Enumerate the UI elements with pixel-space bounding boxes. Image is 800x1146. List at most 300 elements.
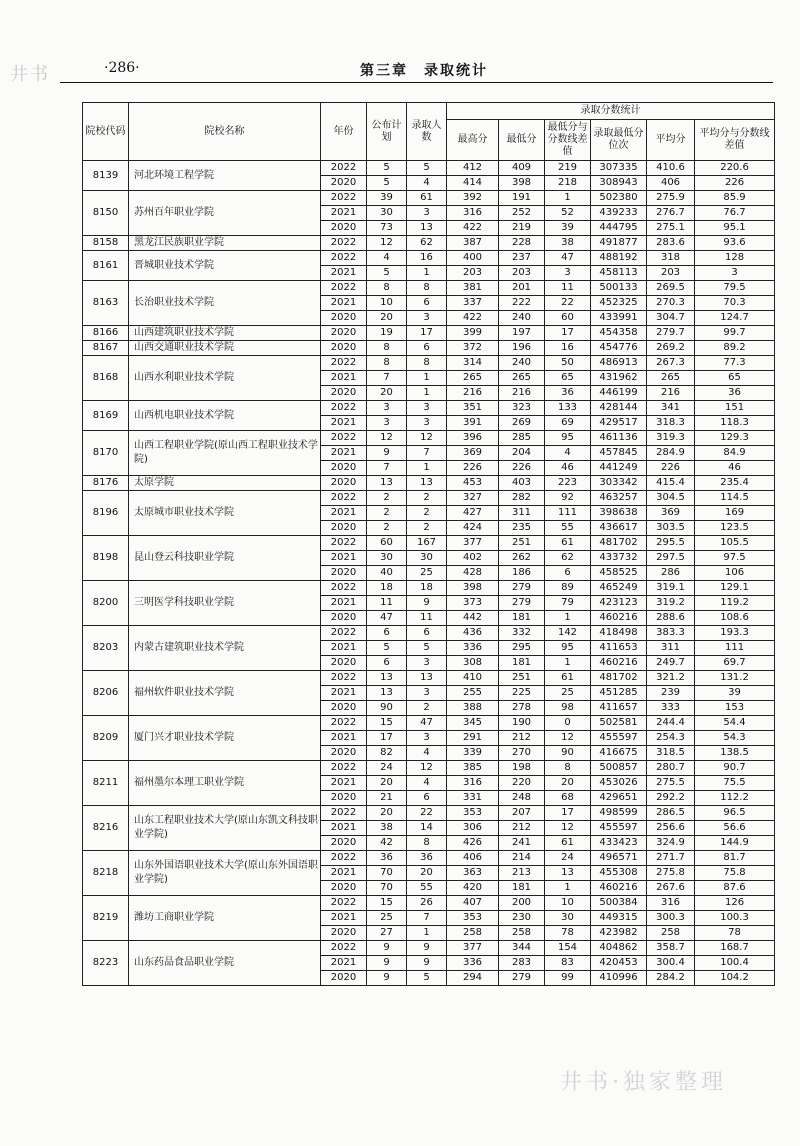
- cell-min-diff: 0: [545, 716, 591, 731]
- cell-avg-score: 275.8: [647, 866, 695, 881]
- cell-avg-score: 292.2: [647, 791, 695, 806]
- cell-avg-score: 341: [647, 401, 695, 416]
- cell-max-score: 407: [447, 896, 499, 911]
- cell-max-score: 422: [447, 221, 499, 236]
- cell-min-score: 251: [499, 671, 545, 686]
- cell-avg-score: 276.7: [647, 206, 695, 221]
- cell-max-score: 331: [447, 791, 499, 806]
- cell-avg-score: 383.3: [647, 626, 695, 641]
- cell-max-score: 422: [447, 311, 499, 326]
- cell-avg-diff: 220.6: [695, 161, 775, 176]
- cell-min-score: 212: [499, 821, 545, 836]
- cell-min-rank: 428144: [591, 401, 647, 416]
- cell-min-score: 230: [499, 911, 545, 926]
- cell-min-score: 240: [499, 311, 545, 326]
- cell-avg-score: 295.5: [647, 536, 695, 551]
- cell-min-rank: 404862: [591, 941, 647, 956]
- cell-plan: 8: [367, 341, 407, 356]
- cell-min-diff: 69: [545, 416, 591, 431]
- page-header: [60, 60, 773, 84]
- table-row: [83, 236, 775, 251]
- cell-min-rank: 500133: [591, 281, 647, 296]
- cell-min-score: 248: [499, 791, 545, 806]
- chapter-title: 第三章 录取统计: [360, 63, 488, 79]
- cell-plan: 2: [367, 521, 407, 536]
- cell-avg-score: 244.4: [647, 716, 695, 731]
- cell-min-score: 222: [499, 296, 545, 311]
- school-code: 8200: [83, 581, 129, 626]
- cell-year: 2020: [321, 311, 367, 326]
- cell-min-diff: 92: [545, 491, 591, 506]
- cell-min-diff: 68: [545, 791, 591, 806]
- cell-min-score: 214: [499, 851, 545, 866]
- cell-plan: 7: [367, 371, 407, 386]
- cell-year: 2022: [321, 431, 367, 446]
- cell-admitted: 3: [407, 416, 447, 431]
- cell-plan: 5: [367, 266, 407, 281]
- cell-avg-diff: 138.5: [695, 746, 775, 761]
- cell-plan: 21: [367, 791, 407, 806]
- col-admitted: 录取人数: [407, 103, 447, 161]
- cell-min-diff: 95: [545, 641, 591, 656]
- cell-year: 2021: [321, 821, 367, 836]
- cell-avg-diff: 128: [695, 251, 775, 266]
- cell-plan: 12: [367, 431, 407, 446]
- cell-year: 2022: [321, 281, 367, 296]
- cell-year: 2021: [321, 446, 367, 461]
- cell-min-rank: 444795: [591, 221, 647, 236]
- cell-plan: 70: [367, 866, 407, 881]
- cell-min-diff: 1: [545, 656, 591, 671]
- school-name: 长治职业技术学院: [129, 281, 321, 326]
- school-code: 8150: [83, 191, 129, 236]
- cell-max-score: 436: [447, 626, 499, 641]
- cell-min-score: 409: [499, 161, 545, 176]
- cell-min-score: 228: [499, 236, 545, 251]
- cell-admitted: 3: [407, 206, 447, 221]
- cell-avg-diff: 235.4: [695, 476, 775, 491]
- cell-max-score: 391: [447, 416, 499, 431]
- cell-avg-diff: 112.2: [695, 791, 775, 806]
- cell-max-score: 363: [447, 866, 499, 881]
- cell-avg-score: 311: [647, 641, 695, 656]
- cell-avg-diff: 108.6: [695, 611, 775, 626]
- cell-min-diff: 4: [545, 446, 591, 461]
- cell-max-score: 377: [447, 536, 499, 551]
- cell-plan: 82: [367, 746, 407, 761]
- cell-max-score: 316: [447, 206, 499, 221]
- cell-admitted: 4: [407, 176, 447, 191]
- cell-admitted: 25: [407, 566, 447, 581]
- cell-min-rank: 458525: [591, 566, 647, 581]
- cell-max-score: 412: [447, 161, 499, 176]
- cell-admitted: 2: [407, 491, 447, 506]
- cell-admitted: 6: [407, 341, 447, 356]
- cell-min-rank: 303342: [591, 476, 647, 491]
- cell-avg-diff: 39: [695, 686, 775, 701]
- cell-max-score: 372: [447, 341, 499, 356]
- cell-avg-diff: 144.9: [695, 836, 775, 851]
- cell-plan: 9: [367, 941, 407, 956]
- cell-min-rank: 498599: [591, 806, 647, 821]
- cell-avg-diff: 84.9: [695, 446, 775, 461]
- cell-plan: 60: [367, 536, 407, 551]
- cell-admitted: 3: [407, 656, 447, 671]
- cell-plan: 20: [367, 386, 407, 401]
- table-row: [83, 356, 775, 371]
- school-code: 8223: [83, 941, 129, 986]
- cell-plan: 73: [367, 221, 407, 236]
- cell-min-score: 201: [499, 281, 545, 296]
- cell-min-rank: 486913: [591, 356, 647, 371]
- cell-min-rank: 463257: [591, 491, 647, 506]
- col-year: 年份: [321, 103, 367, 161]
- cell-admitted: 8: [407, 836, 447, 851]
- cell-min-diff: 154: [545, 941, 591, 956]
- cell-avg-diff: 81.7: [695, 851, 775, 866]
- cell-min-rank: 429651: [591, 791, 647, 806]
- cell-min-rank: 455308: [591, 866, 647, 881]
- school-code: 8216: [83, 806, 129, 851]
- cell-min-score: 191: [499, 191, 545, 206]
- cell-avg-score: 203: [647, 266, 695, 281]
- table-row: [83, 581, 775, 596]
- cell-max-score: 388: [447, 701, 499, 716]
- cell-avg-score: 216: [647, 386, 695, 401]
- cell-year: 2020: [321, 176, 367, 191]
- cell-avg-diff: 99.7: [695, 326, 775, 341]
- cell-avg-diff: 129.1: [695, 581, 775, 596]
- cell-year: 2022: [321, 716, 367, 731]
- cell-min-rank: 433732: [591, 551, 647, 566]
- cell-min-score: 251: [499, 536, 545, 551]
- table-row: [83, 896, 775, 911]
- school-name: 山西交通职业技术学院: [129, 341, 321, 356]
- cell-year: 2022: [321, 851, 367, 866]
- cell-year: 2022: [321, 806, 367, 821]
- cell-year: 2022: [321, 671, 367, 686]
- cell-min-diff: 1: [545, 191, 591, 206]
- cell-min-diff: 142: [545, 626, 591, 641]
- cell-max-score: 308: [447, 656, 499, 671]
- cell-year: 2020: [321, 611, 367, 626]
- table-header: [83, 103, 775, 161]
- cell-min-rank: 429517: [591, 416, 647, 431]
- cell-max-score: 369: [447, 446, 499, 461]
- cell-year: 2020: [321, 221, 367, 236]
- cell-plan: 39: [367, 191, 407, 206]
- cell-min-score: 198: [499, 761, 545, 776]
- cell-avg-score: 254.3: [647, 731, 695, 746]
- cell-year: 2020: [321, 656, 367, 671]
- cell-avg-diff: 100.3: [695, 911, 775, 926]
- cell-min-rank: 446199: [591, 386, 647, 401]
- cell-min-diff: 11: [545, 281, 591, 296]
- cell-plan: 12: [367, 236, 407, 251]
- cell-min-diff: 1: [545, 611, 591, 626]
- cell-min-rank: 398638: [591, 506, 647, 521]
- cell-admitted: 12: [407, 431, 447, 446]
- cell-admitted: 9: [407, 956, 447, 971]
- school-code: 8166: [83, 326, 129, 341]
- col-min-diff: 最低分与分数线差值: [545, 120, 591, 161]
- cell-admitted: 22: [407, 806, 447, 821]
- table-row: [83, 431, 775, 446]
- cell-admitted: 2: [407, 521, 447, 536]
- school-name: 苏州百年职业学院: [129, 191, 321, 236]
- cell-admitted: 17: [407, 326, 447, 341]
- cell-avg-score: 410.6: [647, 161, 695, 176]
- col-code: 院校代码: [83, 103, 129, 161]
- cell-min-rank: 481702: [591, 536, 647, 551]
- table-row: [83, 491, 775, 506]
- cell-admitted: 5: [407, 971, 447, 986]
- cell-avg-score: 297.5: [647, 551, 695, 566]
- cell-max-score: 216: [447, 386, 499, 401]
- cell-year: 2020: [321, 791, 367, 806]
- cell-plan: 24: [367, 761, 407, 776]
- cell-admitted: 9: [407, 941, 447, 956]
- cell-min-rank: 451285: [591, 686, 647, 701]
- cell-avg-score: 284.9: [647, 446, 695, 461]
- cell-max-score: 400: [447, 251, 499, 266]
- cell-min-rank: 307335: [591, 161, 647, 176]
- cell-avg-diff: 56.6: [695, 821, 775, 836]
- cell-min-rank: 496571: [591, 851, 647, 866]
- cell-min-score: 283: [499, 956, 545, 971]
- cell-admitted: 1: [407, 371, 447, 386]
- cell-min-diff: 61: [545, 836, 591, 851]
- cell-plan: 13: [367, 476, 407, 491]
- school-code: 8218: [83, 851, 129, 896]
- cell-year: 2021: [321, 641, 367, 656]
- cell-avg-diff: 75.5: [695, 776, 775, 791]
- cell-year: 2020: [321, 341, 367, 356]
- cell-min-rank: 416675: [591, 746, 647, 761]
- cell-min-score: 241: [499, 836, 545, 851]
- cell-min-diff: 25: [545, 686, 591, 701]
- header-rule: [60, 82, 773, 83]
- cell-min-rank: 454776: [591, 341, 647, 356]
- cell-plan: 20: [367, 806, 407, 821]
- cell-max-score: 314: [447, 356, 499, 371]
- cell-avg-score: 226: [647, 461, 695, 476]
- cell-min-score: 204: [499, 446, 545, 461]
- cell-plan: 13: [367, 686, 407, 701]
- cell-plan: 4: [367, 251, 407, 266]
- cell-admitted: 6: [407, 791, 447, 806]
- cell-plan: 6: [367, 626, 407, 641]
- cell-year: 2021: [321, 596, 367, 611]
- cell-plan: 90: [367, 701, 407, 716]
- cell-avg-diff: 124.7: [695, 311, 775, 326]
- cell-min-rank: 449315: [591, 911, 647, 926]
- cell-year: 2020: [321, 521, 367, 536]
- school-name: 晋城职业技术学院: [129, 251, 321, 281]
- cell-avg-score: 283.6: [647, 236, 695, 251]
- cell-min-rank: 500857: [591, 761, 647, 776]
- cell-max-score: 226: [447, 461, 499, 476]
- school-code: 8158: [83, 236, 129, 251]
- cell-year: 2022: [321, 761, 367, 776]
- cell-min-diff: 13: [545, 866, 591, 881]
- cell-admitted: 55: [407, 881, 447, 896]
- cell-admitted: 18: [407, 581, 447, 596]
- cell-min-score: 200: [499, 896, 545, 911]
- cell-year: 2022: [321, 536, 367, 551]
- cell-plan: 15: [367, 896, 407, 911]
- cell-min-score: 237: [499, 251, 545, 266]
- cell-year: 2021: [321, 731, 367, 746]
- cell-max-score: 426: [447, 836, 499, 851]
- cell-min-score: 216: [499, 386, 545, 401]
- cell-avg-score: 316: [647, 896, 695, 911]
- cell-min-diff: 61: [545, 536, 591, 551]
- cell-avg-diff: 90.7: [695, 761, 775, 776]
- cell-min-diff: 3: [545, 266, 591, 281]
- cell-max-score: 255: [447, 686, 499, 701]
- cell-min-score: 186: [499, 566, 545, 581]
- cell-year: 2022: [321, 401, 367, 416]
- cell-min-score: 190: [499, 716, 545, 731]
- cell-min-diff: 60: [545, 311, 591, 326]
- cell-avg-diff: 153: [695, 701, 775, 716]
- cell-avg-score: 318.5: [647, 746, 695, 761]
- cell-admitted: 62: [407, 236, 447, 251]
- cell-min-rank: 460216: [591, 611, 647, 626]
- school-code: 8211: [83, 761, 129, 806]
- cell-max-score: 387: [447, 236, 499, 251]
- cell-year: 2020: [321, 386, 367, 401]
- school-code: 8176: [83, 476, 129, 491]
- table-row: [83, 536, 775, 551]
- cell-min-rank: 439233: [591, 206, 647, 221]
- cell-avg-score: 300.4: [647, 956, 695, 971]
- cell-min-diff: 133: [545, 401, 591, 416]
- cell-min-rank: 423982: [591, 926, 647, 941]
- cell-plan: 30: [367, 551, 407, 566]
- cell-max-score: 353: [447, 911, 499, 926]
- school-code: 8169: [83, 401, 129, 431]
- cell-admitted: 13: [407, 476, 447, 491]
- cell-plan: 30: [367, 206, 407, 221]
- cell-avg-diff: 151: [695, 401, 775, 416]
- cell-min-diff: 98: [545, 701, 591, 716]
- cell-avg-diff: 129.3: [695, 431, 775, 446]
- cell-min-score: 295: [499, 641, 545, 656]
- cell-min-diff: 65: [545, 371, 591, 386]
- cell-min-rank: 433423: [591, 836, 647, 851]
- cell-max-score: 351: [447, 401, 499, 416]
- cell-plan: 6: [367, 656, 407, 671]
- school-name: 山西水利职业技术学院: [129, 356, 321, 401]
- cell-min-score: 219: [499, 221, 545, 236]
- col-avg: 平均分: [647, 120, 695, 161]
- cell-min-rank: 455597: [591, 731, 647, 746]
- cell-year: 2022: [321, 356, 367, 371]
- cell-max-score: 396: [447, 431, 499, 446]
- cell-avg-score: 321.2: [647, 671, 695, 686]
- cell-admitted: 12: [407, 761, 447, 776]
- cell-min-rank: 458113: [591, 266, 647, 281]
- school-code: 8198: [83, 536, 129, 581]
- cell-avg-score: 324.9: [647, 836, 695, 851]
- school-name: 山西建筑职业技术学院: [129, 326, 321, 341]
- cell-min-rank: 460216: [591, 656, 647, 671]
- cell-max-score: 291: [447, 731, 499, 746]
- cell-min-diff: 50: [545, 356, 591, 371]
- cell-min-diff: 62: [545, 551, 591, 566]
- cell-plan: 3: [367, 416, 407, 431]
- cell-avg-score: 304.7: [647, 311, 695, 326]
- cell-max-score: 392: [447, 191, 499, 206]
- cell-min-score: 279: [499, 971, 545, 986]
- cell-admitted: 16: [407, 251, 447, 266]
- cell-avg-diff: 111: [695, 641, 775, 656]
- cell-min-score: 398: [499, 176, 545, 191]
- cell-avg-diff: 95.1: [695, 221, 775, 236]
- cell-year: 2021: [321, 296, 367, 311]
- cell-avg-score: 275.5: [647, 776, 695, 791]
- cell-plan: 19: [367, 326, 407, 341]
- cell-avg-score: 415.4: [647, 476, 695, 491]
- cell-max-score: 316: [447, 776, 499, 791]
- cell-plan: 7: [367, 461, 407, 476]
- school-code: 8219: [83, 896, 129, 941]
- cell-plan: 9: [367, 956, 407, 971]
- cell-avg-score: 265: [647, 371, 695, 386]
- cell-min-score: 203: [499, 266, 545, 281]
- cell-max-score: 442: [447, 611, 499, 626]
- cell-min-rank: 436617: [591, 521, 647, 536]
- cell-avg-diff: 105.5: [695, 536, 775, 551]
- col-max: 最高分: [447, 120, 499, 161]
- cell-min-rank: 423123: [591, 596, 647, 611]
- cell-min-score: 252: [499, 206, 545, 221]
- cell-year: 2020: [321, 701, 367, 716]
- cell-min-diff: 78: [545, 926, 591, 941]
- cell-plan: 13: [367, 671, 407, 686]
- cell-avg-diff: 114.5: [695, 491, 775, 506]
- cell-admitted: 3: [407, 311, 447, 326]
- table-row: [83, 671, 775, 686]
- cell-avg-diff: 89.2: [695, 341, 775, 356]
- watermark-text: 井书·独家整理: [560, 1070, 727, 1095]
- cell-min-rank: 502380: [591, 191, 647, 206]
- cell-min-diff: 12: [545, 821, 591, 836]
- cell-max-score: 203: [447, 266, 499, 281]
- cell-admitted: 6: [407, 626, 447, 641]
- cell-min-rank: 453026: [591, 776, 647, 791]
- cell-admitted: 2: [407, 506, 447, 521]
- cell-plan: 2: [367, 506, 407, 521]
- cell-admitted: 30: [407, 551, 447, 566]
- cell-plan: 3: [367, 401, 407, 416]
- cell-avg-score: 358.7: [647, 941, 695, 956]
- cell-min-diff: 1: [545, 881, 591, 896]
- cell-max-score: 306: [447, 821, 499, 836]
- cell-min-diff: 99: [545, 971, 591, 986]
- cell-avg-score: 279.7: [647, 326, 695, 341]
- table-row: [83, 281, 775, 296]
- page-number: ·286·: [104, 60, 140, 76]
- cell-max-score: 385: [447, 761, 499, 776]
- cell-admitted: 5: [407, 161, 447, 176]
- cell-avg-diff: 85.9: [695, 191, 775, 206]
- cell-min-rank: 452325: [591, 296, 647, 311]
- cell-plan: 25: [367, 911, 407, 926]
- col-min: 最低分: [499, 120, 545, 161]
